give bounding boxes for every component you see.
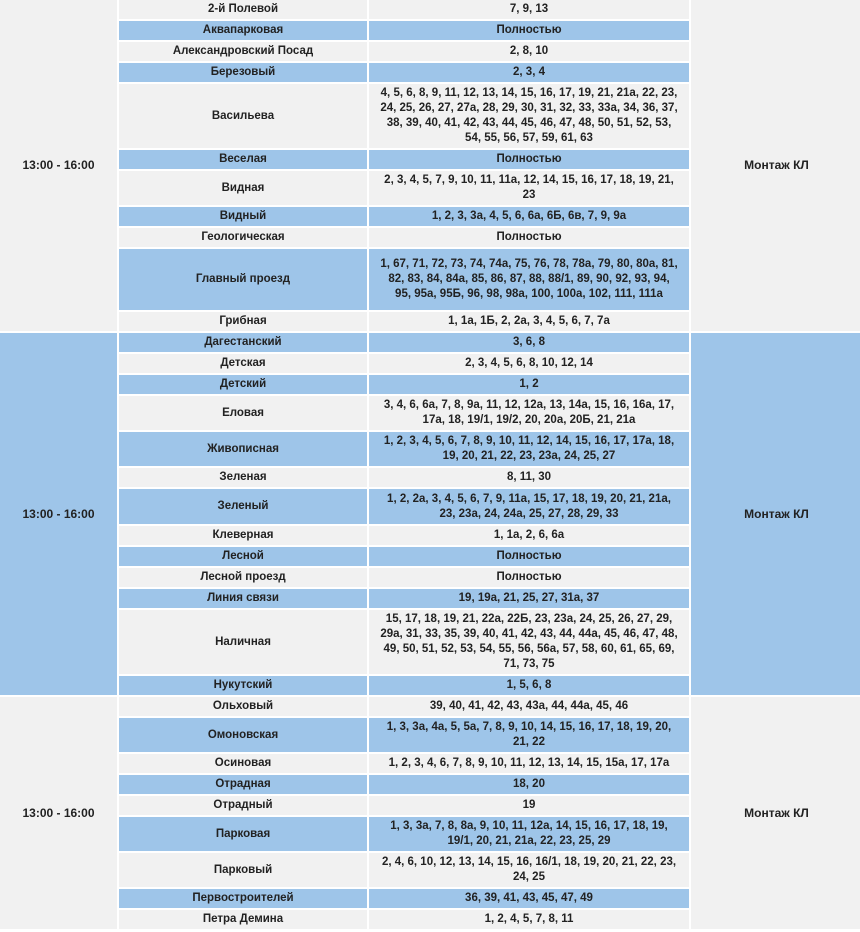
houses-cell: 19, 19а, 21, 25, 27, 31а, 37 <box>369 589 689 608</box>
street-cell: Александровский Посад <box>119 42 367 61</box>
houses-cell: 1, 1а, 1Б, 2, 2а, 3, 4, 5, 6, 7, 7а <box>369 312 689 331</box>
time-cell: 13:00 - 16:00 <box>0 333 117 695</box>
houses-cell: 1, 2, 3, 3а, 4, 5, 6, 6а, 6Б, 6в, 7, 9, 9а <box>369 207 689 226</box>
street-cell: Лесной <box>119 547 367 566</box>
street-cell: Лесной проезд <box>119 568 367 587</box>
houses-cell: 2, 4, 6, 10, 12, 13, 14, 15, 16, 16/1, 18, 19, 20, 21, 22, 23, 24, 25 <box>369 853 689 887</box>
street-cell: Геологическая <box>119 228 367 247</box>
houses-cell: 4, 5, 6, 8, 9, 11, 12, 13, 14, 15, 16, 17, 19, 21, 21а, 22, 23, 24, 25, 26, 27, 27а, 28, 29, 30, 31, 32, 33, 33а, 34, 36, 37, 38, 39, 40, 41, 42, 43, 44, 45, 46, 47, 48, 50, 51, 52, 53, 54, 55, 56, 57, 59, 61, 63 <box>369 84 689 148</box>
street-cell: Дагестанский <box>119 333 367 352</box>
work-type-cell: Монтаж КЛ <box>691 697 860 929</box>
houses-cell: 18, 20 <box>369 775 689 794</box>
table-row <box>0 333 860 352</box>
street-cell: Еловая <box>119 396 367 430</box>
street-cell: Парковая <box>119 817 367 851</box>
street-cell: Видная <box>119 171 367 205</box>
houses-cell: 7, 9, 13 <box>369 0 689 19</box>
houses-cell: 1, 3, 3а, 4а, 5, 5а, 7, 8, 9, 10, 14, 15, 16, 17, 18, 19, 20, 21, 22 <box>369 718 689 752</box>
houses-cell: Полностью <box>369 228 689 247</box>
houses-cell: Полностью <box>369 21 689 40</box>
houses-cell: 1, 2, 4, 5, 7, 8, 11 <box>369 910 689 929</box>
houses-cell: Полностью <box>369 568 689 587</box>
street-cell: Грибная <box>119 312 367 331</box>
houses-cell: 1, 2, 3, 4, 5, 6, 7, 8, 9, 10, 11, 12, 14, 15, 16, 17, 17а, 18, 19, 20, 21, 22, 23, 23а, 24, 25, 27 <box>369 432 689 466</box>
street-cell: Зеленая <box>119 468 367 487</box>
houses-cell: 36, 39, 41, 43, 45, 47, 49 <box>369 889 689 908</box>
table-row <box>0 697 860 716</box>
street-cell: Васильева <box>119 84 367 148</box>
houses-cell: 1, 3, 3а, 7, 8, 8а, 9, 10, 11, 12а, 14, 15, 16, 17, 18, 19, 19/1, 20, 21, 21а, 22, 23, 25, 29 <box>369 817 689 851</box>
houses-cell: Полностью <box>369 547 689 566</box>
street-cell: Нукутский <box>119 676 367 695</box>
street-cell: Аквапарковая <box>119 21 367 40</box>
street-cell: Ольховый <box>119 697 367 716</box>
street-cell: 2-й Полевой <box>119 0 367 19</box>
time-cell: 13:00 - 16:00 <box>0 0 117 331</box>
houses-cell: 19 <box>369 796 689 815</box>
street-cell: Первостроителей <box>119 889 367 908</box>
time-cell: 13:00 - 16:00 <box>0 697 117 929</box>
street-cell: Живописная <box>119 432 367 466</box>
street-cell: Наличная <box>119 610 367 674</box>
houses-cell: 2, 3, 4, 5, 7, 9, 10, 11, 11а, 12, 14, 15, 16, 17, 18, 19, 21, 23 <box>369 171 689 205</box>
houses-cell: 3, 6, 8 <box>369 333 689 352</box>
street-cell: Петра Демина <box>119 910 367 929</box>
street-cell: Детская <box>119 354 367 373</box>
street-cell: Омоновская <box>119 718 367 752</box>
street-cell: Осиновая <box>119 754 367 773</box>
street-cell: Линия связи <box>119 589 367 608</box>
houses-cell: 1, 2, 2а, 3, 4, 5, 6, 7, 9, 11а, 15, 17, 18, 19, 20, 21, 21а, 23, 23а, 24, 24а, 25, 27, 28, 29, 33 <box>369 489 689 524</box>
houses-cell: 1, 5, 6, 8 <box>369 676 689 695</box>
work-type-cell: Монтаж КЛ <box>691 0 860 331</box>
street-cell: Главный проезд <box>119 249 367 310</box>
table-row <box>0 0 860 19</box>
houses-cell: 1, 2 <box>369 375 689 394</box>
street-cell: Зеленый <box>119 489 367 524</box>
street-cell: Парковый <box>119 853 367 887</box>
street-cell: Веселая <box>119 150 367 169</box>
houses-cell: 1, 2, 3, 4, 6, 7, 8, 9, 10, 11, 12, 13, 14, 15, 15а, 17, 17а <box>369 754 689 773</box>
houses-cell: 3, 4, 6, 6а, 7, 8, 9а, 11, 12, 12а, 13, 14а, 15, 16, 16а, 17, 17а, 18, 19/1, 19/2, 20, 20а, 20Б, 21, 21а <box>369 396 689 430</box>
houses-cell: 2, 8, 10 <box>369 42 689 61</box>
work-type-cell: Монтаж КЛ <box>691 333 860 695</box>
houses-cell: 1, 67, 71, 72, 73, 74, 74а, 75, 76, 78, 78а, 79, 80, 80а, 81, 82, 83, 84, 84а, 85, 86, 87, 88, 88/1, 89, 90, 92, 93, 94, 95, 95а, 95Б, 96, 98, 98а, 100, 100а, 102, 111, 111а <box>369 249 689 310</box>
street-cell: Клеверная <box>119 526 367 545</box>
houses-cell: Полностью <box>369 150 689 169</box>
houses-cell: 8, 11, 30 <box>369 468 689 487</box>
houses-cell: 2, 3, 4, 5, 6, 8, 10, 12, 14 <box>369 354 689 373</box>
houses-cell: 15, 17, 18, 19, 21, 22а, 22Б, 23, 23а, 24, 25, 26, 27, 29, 29а, 31, 33, 35, 39, 40, 41, 42, 43, 44, 44а, 45, 46, 47, 48, 49, 50, 51, 52, 53, 54, 55, 56, 56а, 57, 58, 60, 61, 65, 69, 71, 73, 75 <box>369 610 689 674</box>
houses-cell: 1, 1а, 2, 6, 6а <box>369 526 689 545</box>
houses-cell: 2, 3, 4 <box>369 63 689 82</box>
street-cell: Отрадная <box>119 775 367 794</box>
street-cell: Детский <box>119 375 367 394</box>
houses-cell: 39, 40, 41, 42, 43, 43а, 44, 44а, 45, 46 <box>369 697 689 716</box>
street-cell: Видный <box>119 207 367 226</box>
street-cell: Березовый <box>119 63 367 82</box>
street-cell: Отрадный <box>119 796 367 815</box>
